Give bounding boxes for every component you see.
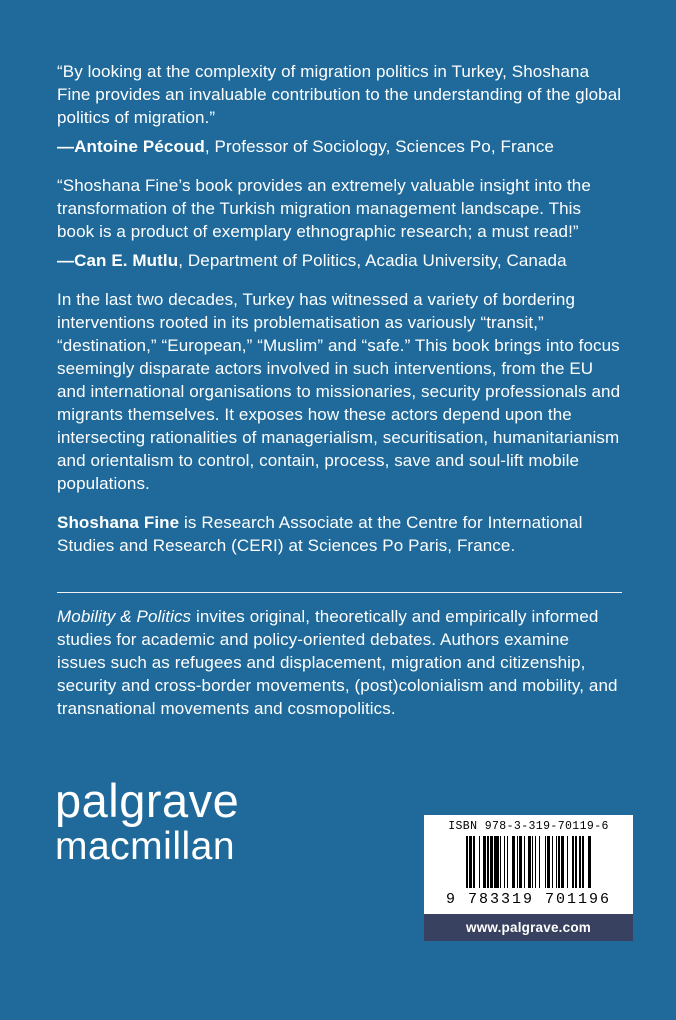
quote-attribution-name: —Can E. Mutlu — [57, 251, 179, 270]
quote-attribution — [57, 249, 622, 272]
back-cover-text — [57, 60, 622, 720]
book-description-text: In the last two decades, Turkey has witnessed a variety of bordering interventions rooted in its problematisation as variously “transit,” “destination,” “European,” “Muslim” and “safe.” This book brings into focus seemingly disparate actors involved in such interventions, from the EU and international organisations to missionaries, security professionals and migrants themselves. It exposes how these actors depend upon the intersecting rationalities of managerialism, securitisation, humanitarianism and orientalism to control, contain, process, save and soul-lift mobile populations. — [57, 290, 621, 493]
section-divider — [57, 592, 622, 593]
isbn-label: ISBN 978-3-319-70119-6 — [448, 820, 609, 833]
publisher-logo-macmillan: macmillan — [55, 825, 236, 868]
barcode-panel — [424, 815, 633, 941]
quote-text: “By looking at the complexity of migration politics in Turkey, Shoshana Fine provides an invaluable contribution to the understanding of the global politics of migration.” — [57, 62, 622, 127]
quote-text: “Shoshana Fine’s book provides an extremely valuable insight into the transformation of the Turkish migration management landscape. This book is a product of exemplary ethnographic research; a must read!” — [57, 176, 591, 241]
series-description — [57, 605, 622, 720]
author-bio-text — [57, 511, 622, 557]
author-name: Shoshana Fine — [57, 513, 180, 532]
book-description — [57, 288, 622, 495]
series-detail: invites original, theoretically and empirically informed studies for academic and policy-oriented debates. Authors examine issues such as refugees and displacement, migration and citizenship, security and cross-border movements, (post)colonialism and mobility, and transnational movements and cosmopolitics. — [57, 607, 618, 718]
series-description-text — [57, 605, 622, 720]
series-name: Mobility & Politics — [57, 607, 192, 626]
barcode-box — [424, 815, 633, 914]
publisher-logo — [55, 776, 239, 868]
author-bio — [57, 511, 622, 557]
quote-attribution-detail: , Professor of Sociology, Sciences Po, France — [204, 137, 554, 156]
barcode-stripes — [438, 836, 619, 888]
author-bio-detail: is Research Associate at the Centre for International Studies and Research (CERI) at Sciences Po Paris, France. — [57, 513, 583, 555]
publisher-logo-palgrave: palgrave — [55, 774, 240, 827]
endorsement-quote-1 — [57, 60, 622, 158]
quote-attribution — [57, 135, 622, 158]
quote-attribution-name: —Antoine Pécoud — [57, 137, 205, 156]
publisher-website: www.palgrave.com — [424, 914, 633, 941]
barcode-number: 9 783319 701196 — [445, 891, 612, 908]
endorsement-quote-2 — [57, 174, 622, 272]
quote-attribution-detail: , Department of Politics, Acadia University, Canada — [178, 251, 567, 270]
